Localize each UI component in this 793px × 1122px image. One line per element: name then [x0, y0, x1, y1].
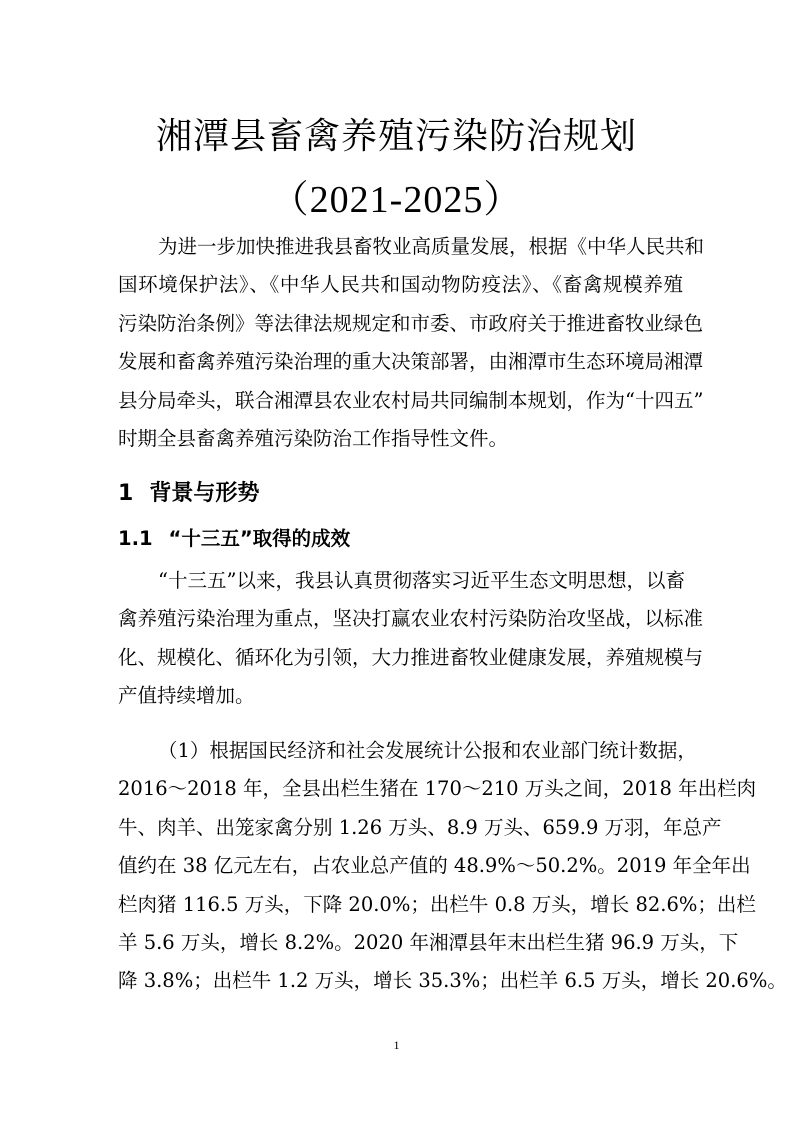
text-line: 产值持续增加。: [118, 684, 255, 708]
text-line: 禽养殖污染治理为重点，坚决打赢农业农村污染防治攻坚战，以标准: [118, 607, 704, 631]
page-number: 1: [393, 1038, 400, 1052]
intro-paragraph: [118, 228, 705, 458]
statistics-paragraph: [118, 732, 787, 1001]
text-line: 值约在 38 亿元左右，占农业总产值的 48.9%～50.2%。2019 年全年出: [118, 854, 751, 878]
text-line: 时期全县畜禽养殖污染防治工作指导性文件。: [118, 426, 509, 450]
text-line: 牛、肉羊、出笼家禽分别 1.26 万头、8.9 万头、659.9 万羽，年总产: [118, 815, 722, 839]
text-line: （1）根据国民经济和社会发展统计公报和农业部门统计数据，: [158, 739, 697, 762]
text-line: 发展和畜禽养殖污染治理的重大决策部署，由湘潭市生态环境局湘潭: [118, 350, 704, 374]
section-number: 1: [118, 481, 134, 506]
text-line: 降 3.8%；出栏牛 1.2 万头，增长 35.3%；出栏羊 6.5 万头，增长 20.6%。: [118, 969, 787, 993]
achievements-paragraph: [118, 562, 704, 716]
section-heading: [118, 474, 259, 514]
document-title: 湘潭县畜禽养殖污染防治规划: [155, 116, 637, 157]
document-period: （2021-2025）: [270, 179, 523, 221]
subsection-title: “十三五”取得的成效: [168, 527, 351, 550]
text-line: 羊 5.6 万头，增长 8.2%。2020 年湘潭县年末出栏生猪 96.9 万头，下: [118, 930, 739, 954]
text-line: 县分局牵头，联合湘潭县农业农村局共同编制本规划，作为“十四五”: [118, 388, 704, 412]
text-line: 国环境保护法》、《中华人民共和国动物防疫法》、《畜禽规模养殖: [118, 273, 683, 297]
text-line: 为进一步加快推进我县畜牧业高质量发展，根据《中华人民共和: [158, 235, 705, 258]
subsection-number: 1.1: [118, 527, 153, 550]
subsection-heading: [118, 520, 350, 558]
text-line: “十三五”以来，我县认真贯彻落实习近平生态文明思想，以畜: [158, 569, 685, 592]
text-line: 化、规模化、循环化为引领，大力推进畜牧业健康发展，养殖规模与: [118, 645, 704, 669]
text-line: 污染防治条例》等法律法规规定和市委、市政府关于推进畜牧业绿色: [118, 311, 704, 335]
section-title: 背景与形势: [149, 481, 260, 506]
text-line: 2016～2018 年，全县出栏生猪在 170～210 万头之间，2018 年出栏肉: [118, 777, 757, 801]
text-line: 栏肉猪 116.5 万头，下降 20.0%；出栏牛 0.8 万头，增长 82.6%；出栏: [118, 892, 756, 916]
